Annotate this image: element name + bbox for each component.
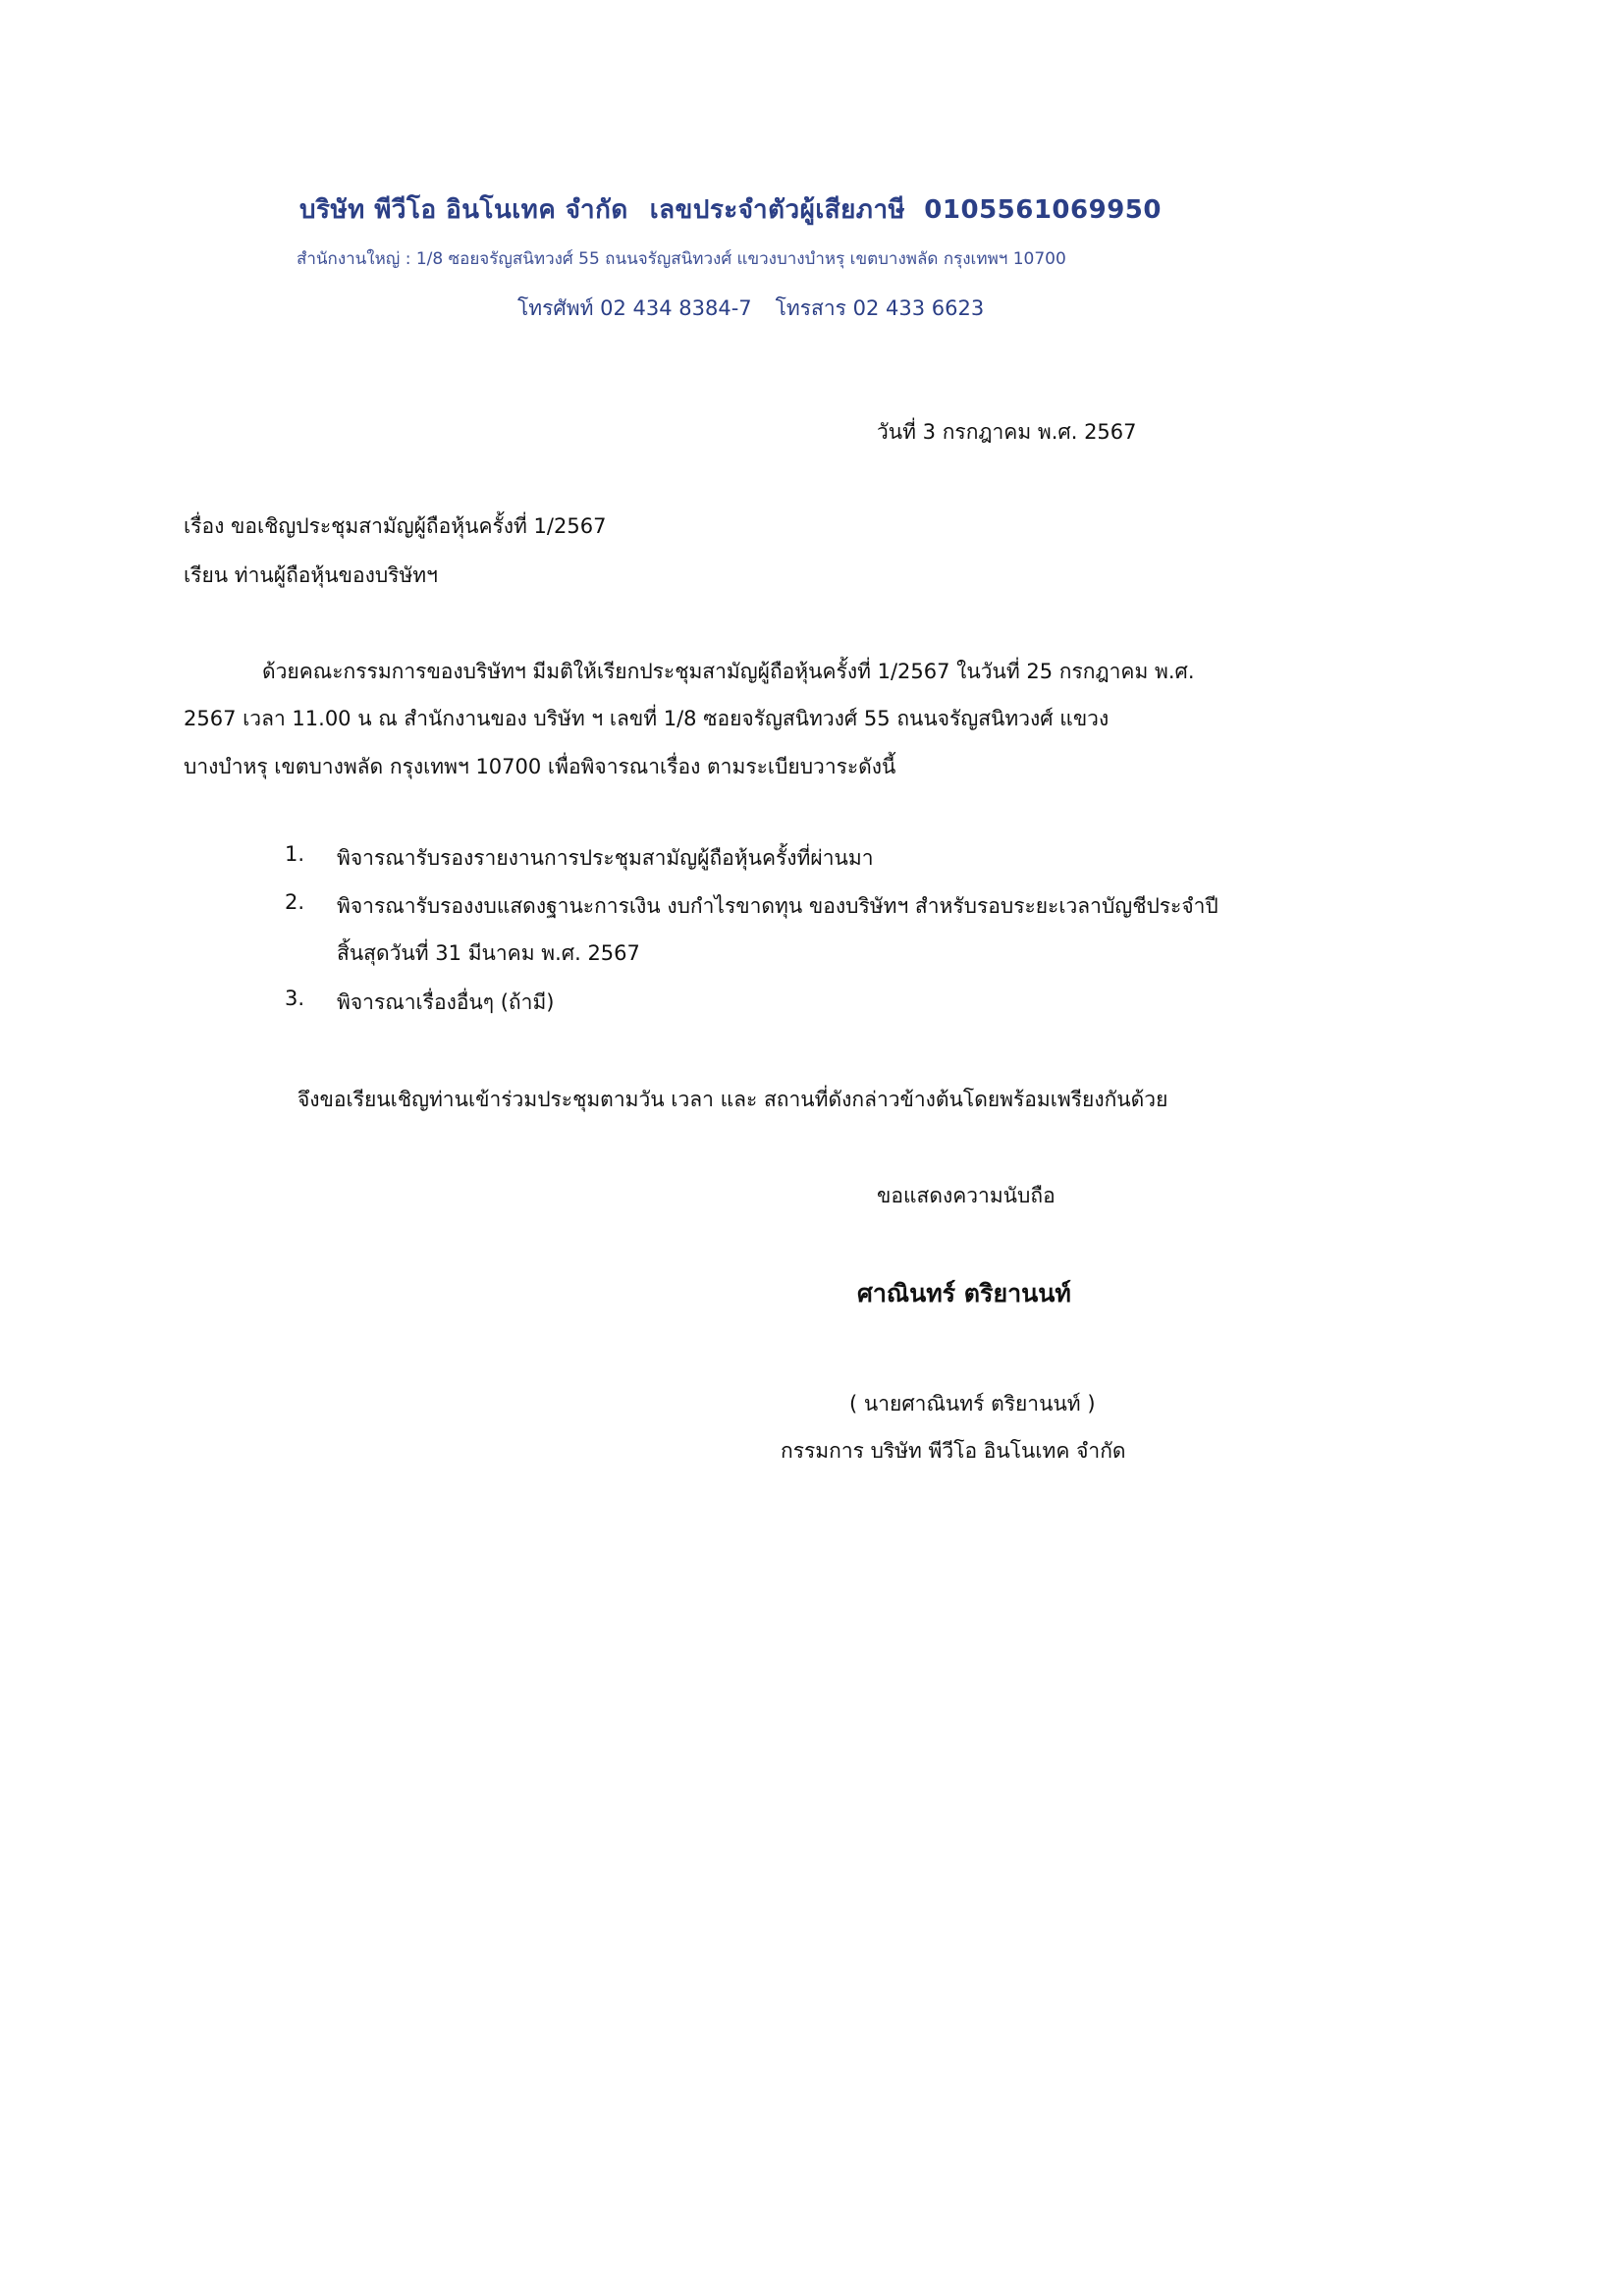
- signer-name: ( นายศาณินทร์ ตริยานนท์ ): [849, 1392, 1096, 1415]
- letter-date: วันที่ 3 กรกฎาคม พ.ศ. 2567: [877, 420, 1137, 444]
- agenda-number: 2.: [285, 890, 305, 914]
- closing-regards: ขอแสดงความนับถือ: [877, 1184, 1056, 1207]
- tax-id: 0105561069950: [924, 195, 1162, 225]
- intro-line: ด้วยคณะกรรมการของบริษัทฯ มีมติให้เรียกประชุมสามัญผู้ถือหุ้นครั้งที่ 1/2567 ในวันที่ 25 กรกฎาคม พ.ศ.: [262, 660, 1195, 683]
- company-fax: โทรสาร 02 433 6623: [775, 296, 985, 320]
- signature: ศาณินทร์ ตริยานนท์: [857, 1279, 1071, 1308]
- agenda-text: สิ้นสุดวันที่ 31 มีนาคม พ.ศ. 2567: [337, 941, 640, 965]
- agenda-number: 3.: [285, 987, 305, 1010]
- letter-salutation: เรียน ท่านผู้ถือหุ้นของบริษัทฯ: [184, 563, 438, 587]
- agenda-number: 1.: [285, 842, 305, 866]
- company-name: บริษัท พีวีโอ อินโนเทค จำกัด: [299, 195, 628, 225]
- agenda-text: พิจารณารับรองงบแสดงฐานะการเงิน งบกำไรขาดทุน ของบริษัทฯ สำหรับรอบระยะเวลาบัญชีประจำปี: [337, 894, 1218, 918]
- letterhead-title: [299, 189, 1162, 230]
- intro-line: 2567 เวลา 11.00 น ณ สำนักงานของ บริษัท ฯ เลขที่ 1/8 ซอยจรัญสนิทวงศ์ 55 ถนนจรัญสนิทวงศ์ แขวง: [184, 707, 1110, 730]
- tax-id-label: เลขประจำตัวผู้เสียภาษี: [649, 195, 906, 225]
- signer-title: กรรมการ บริษัท พีวีโอ อินโนเทค จำกัด: [781, 1439, 1126, 1463]
- company-phone: โทรศัพท์ 02 434 8384-7: [517, 296, 752, 320]
- closing-invitation: จึงขอเรียนเชิญท่านเข้าร่วมประชุมตามวัน เวลา และ สถานที่ดังกล่าวข้างต้นโดยพร้อมเพรียงกันด้วย: [298, 1088, 1168, 1111]
- agenda-text: พิจารณารับรองรายงานการประชุมสามัญผู้ถือหุ้นครั้งที่ผ่านมา: [337, 846, 874, 870]
- company-address: สำนักงานใหญ่ : 1/8 ซอยจรัญสนิทวงศ์ 55 ถนนจรัญสนิทวงศ์ แขวงบางบำหรุ เขตบางพลัด กรุงเทพฯ 10700: [297, 249, 1066, 269]
- agenda-text: พิจารณาเรื่องอื่นๆ (ถ้ามี): [337, 990, 555, 1014]
- letter-subject: เรื่อง ขอเชิญประชุมสามัญผู้ถือหุ้นครั้งที่ 1/2567: [184, 514, 607, 538]
- intro-line: บางบำหรุ เขตบางพลัด กรุงเทพฯ 10700 เพื่อพิจารณาเรื่อง ตามระเบียบวาระดังนี้: [184, 755, 896, 778]
- company-contact: [517, 293, 984, 325]
